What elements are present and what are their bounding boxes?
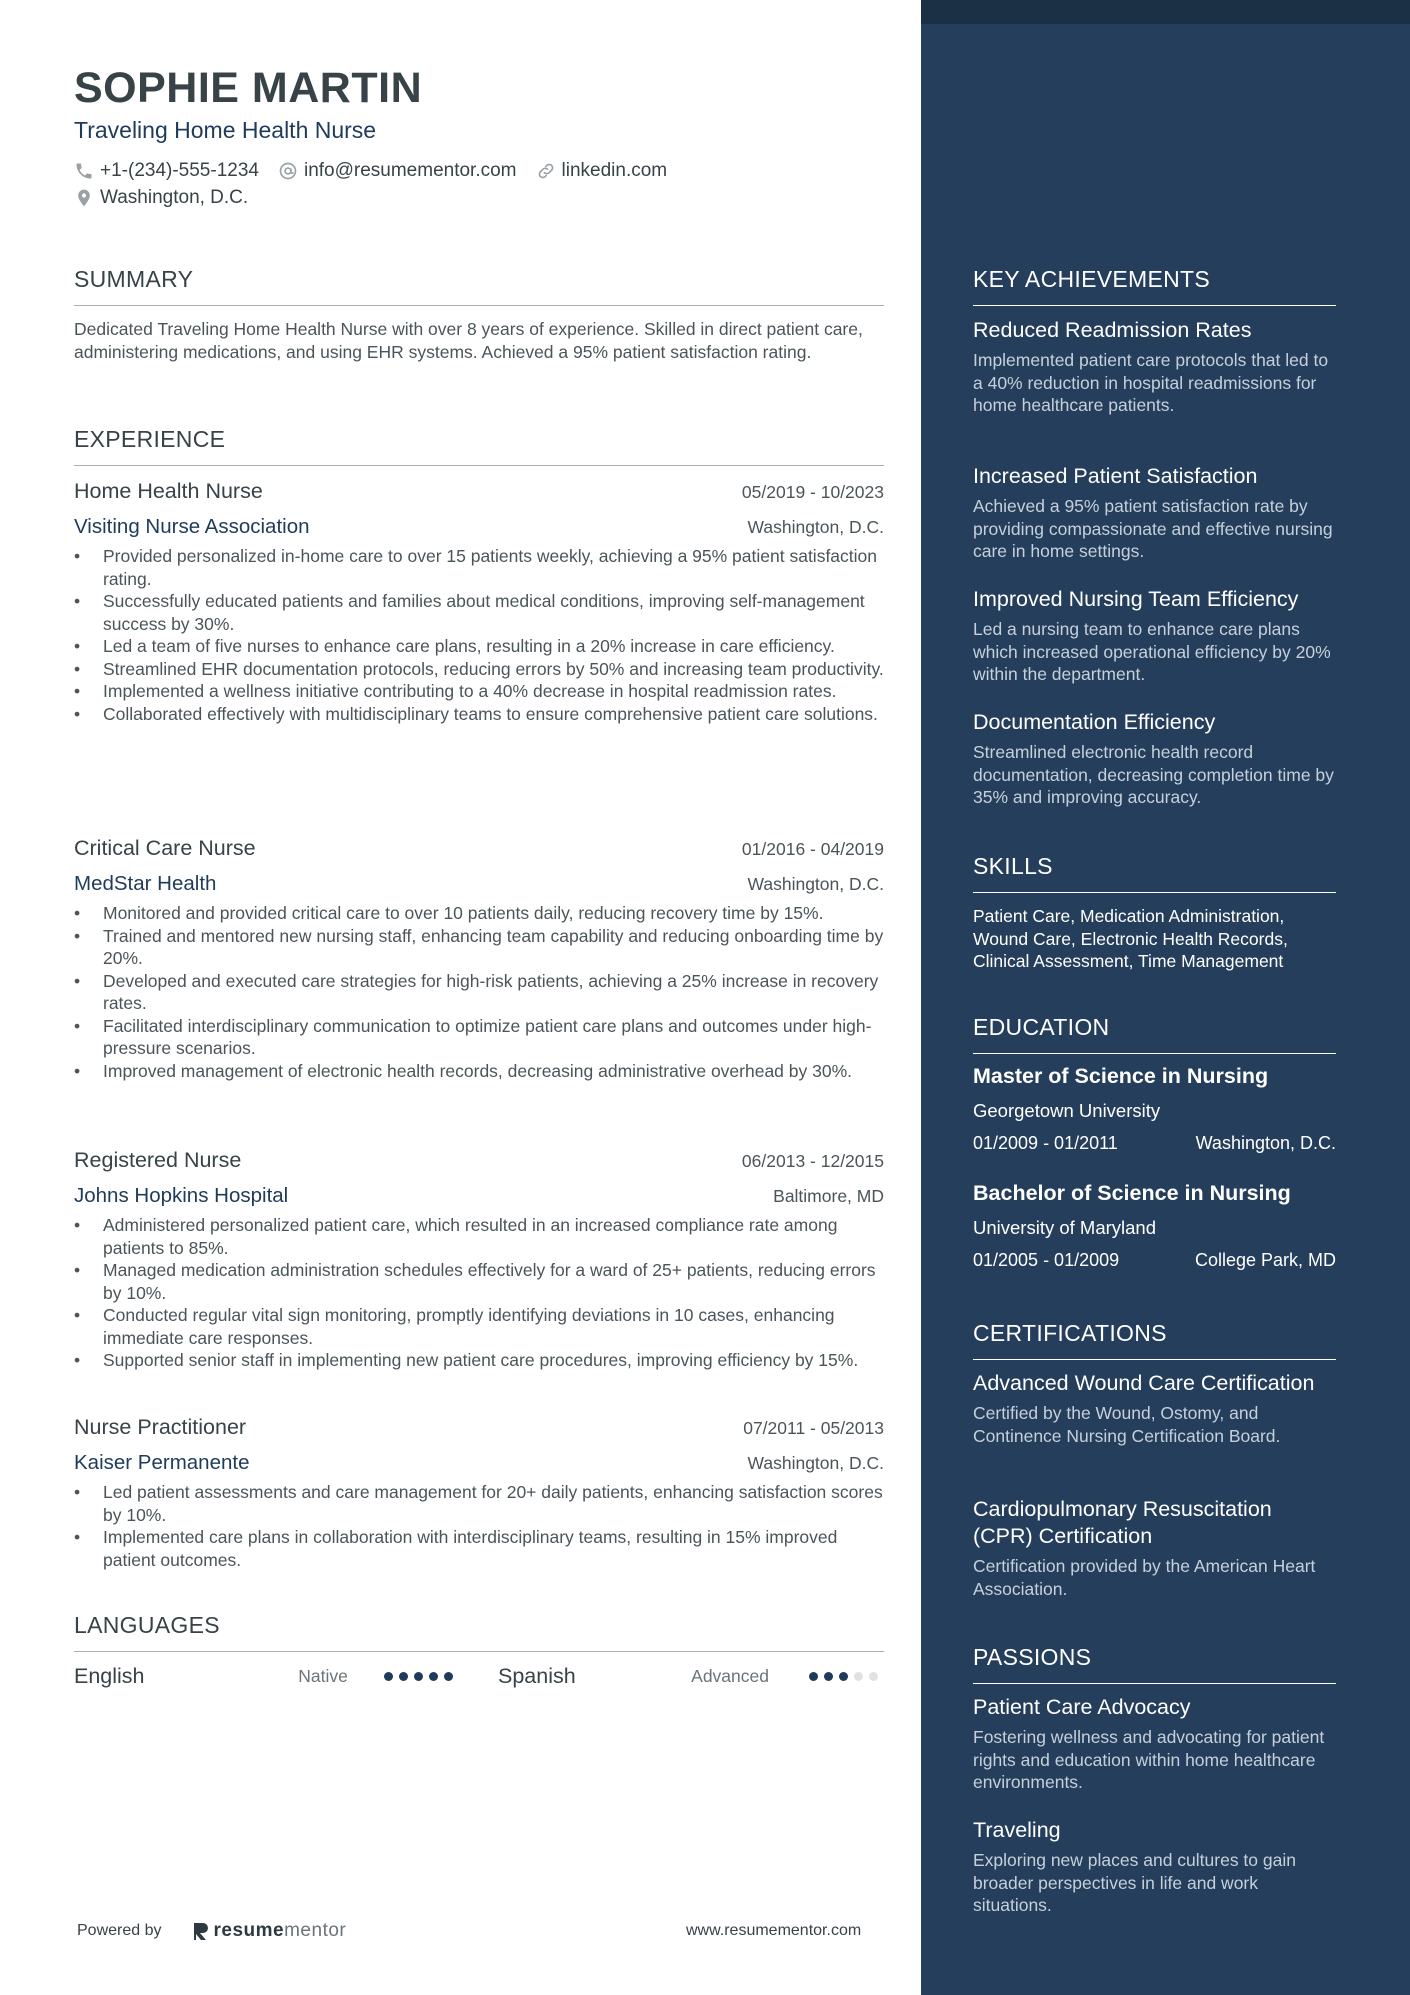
section-title-skills: SKILLS: [973, 853, 1336, 893]
footer-powered: [77, 1920, 346, 1942]
achievement-title: Improved Nursing Team Efficiency: [973, 587, 1299, 611]
rating-dot-filled: [824, 1672, 833, 1681]
language-rating: [384, 1672, 459, 1681]
link-icon: [536, 161, 556, 181]
job-dates: 05/2019 - 10/2023: [741, 482, 884, 502]
job-location: Baltimore, MD: [773, 1186, 884, 1206]
education-school: Georgetown University: [973, 1100, 1161, 1121]
rating-dot-filled: [839, 1672, 848, 1681]
section-title-summary: SUMMARY: [74, 266, 884, 306]
education-dates: 01/2009 - 01/2011: [973, 1133, 1118, 1153]
achievement-title: Documentation Efficiency: [973, 710, 1216, 734]
bullet-item: • Streamlined EHR documentation protocols, reducing errors by 50% and increasing team productivity.: [74, 658, 884, 681]
language-name: English: [74, 1664, 145, 1688]
job-title: Home Health Nurse: [74, 479, 263, 503]
contact-row: [74, 160, 686, 182]
job-company: MedStar Health: [74, 872, 217, 895]
job-title: Registered Nurse: [74, 1148, 242, 1172]
bullet-item: • Successfully educated patients and families about medical conditions, improving self-management success by 30%.: [74, 590, 884, 635]
bullet-item: • Collaborated effectively with multidisciplinary teams to ensure comprehensive patient care solutions.: [74, 703, 884, 726]
achievement-desc: Led a nursing team to enhance care plans which increased operational efficiency by 20% within the department.: [973, 619, 1331, 684]
location-pin-icon: [74, 188, 94, 208]
contact-linkedin[interactable]: [536, 160, 668, 182]
bullet-item: • Led a team of five nurses to enhance care plans, resulting in a 20% increase in care efficiency.: [74, 635, 884, 658]
certification-item: [973, 1496, 1336, 1600]
certification-desc: Certified by the Wound, Ostomy, and Continence Nursing Certification Board.: [973, 1403, 1281, 1446]
footer-website[interactable]: www.resumementor.com: [686, 1922, 862, 1939]
section-title-languages: LANGUAGES: [74, 1612, 884, 1652]
candidate-title: Traveling Home Health Nurse: [74, 117, 377, 143]
language-rating: [809, 1672, 884, 1681]
job-location: Washington, D.C.: [747, 874, 884, 894]
achievement-item: [973, 709, 1336, 809]
language-item: [498, 1664, 884, 1689]
education-item: [973, 1064, 1336, 1154]
passion-item: [973, 1694, 1336, 1794]
brand-light: mentor: [284, 1920, 347, 1941]
rating-dot-filled: [429, 1672, 438, 1681]
bullet-item: • Implemented a wellness initiative contributing to a 40% decrease in hospital readmission rates.: [74, 680, 884, 703]
job-dates: 01/2016 - 04/2019: [741, 839, 884, 859]
bullet-item: • Implemented care plans in collaboration with interdisciplinary teams, resulting in 15% improved patient outcomes.: [74, 1526, 884, 1571]
bullet-item: • Facilitated interdisciplinary communication to optimize patient care plans and outcomes under high-pressure scenarios.: [74, 1015, 884, 1060]
section-title-experience: EXPERIENCE: [74, 426, 884, 466]
job-dates: 06/2013 - 12/2015: [741, 1151, 884, 1171]
achievement-item: [973, 586, 1336, 686]
skills-section: [973, 853, 1336, 973]
passion-title: Patient Care Advocacy: [973, 1695, 1191, 1719]
bullet-item: • Improved management of electronic health records, decreasing administrative overhead by 30%.: [74, 1060, 884, 1083]
section-title-achievements: KEY ACHIEVEMENTS: [973, 266, 1336, 306]
skills-text: Patient Care, Medication Administration, Wound Care, Electronic Health Records, Clinical Assessment, Time Management: [973, 906, 1288, 971]
job-bullets: [74, 902, 884, 1082]
rating-dot-empty: [854, 1672, 863, 1681]
linkedin-text: linkedin.com: [561, 160, 668, 181]
achievement-item: [973, 317, 1336, 417]
job-entry: [74, 479, 884, 725]
job-company: Kaiser Permanente: [74, 1451, 250, 1474]
job-entry: [74, 1148, 884, 1372]
location-text: Washington, D.C.: [100, 187, 249, 208]
language-item: [74, 1664, 459, 1689]
certification-desc: Certification provided by the American Heart Association.: [973, 1556, 1316, 1599]
contact-email[interactable]: [278, 160, 517, 182]
bullet-item: • Developed and executed care strategies for high-risk patients, achieving a 25% increase in recovery rates.: [74, 970, 884, 1015]
education-item: [973, 1181, 1336, 1271]
achievement-title: Increased Patient Satisfaction: [973, 464, 1258, 488]
achievement-desc: Achieved a 95% patient satisfaction rate by providing compassionate and effective nursing care in home settings.: [973, 496, 1333, 561]
rating-dot-filled: [384, 1672, 393, 1681]
email-text: info@resumementor.com: [303, 160, 517, 181]
language-name: Spanish: [498, 1664, 576, 1688]
phone-icon: [74, 161, 94, 181]
bullet-item: • Conducted regular vital sign monitoring, promptly identifying deviations in 10 cases, enhancing immediate care responses.: [74, 1304, 884, 1349]
education-location: Washington, D.C.: [1195, 1133, 1336, 1153]
certification-title: Cardiopulmonary Resuscitation (CPR) Certification: [973, 1497, 1272, 1548]
rating-dot-filled: [444, 1672, 453, 1681]
passion-desc: Exploring new places and cultures to gain broader perspectives in life and work situations.: [973, 1850, 1296, 1915]
achievement-desc: Streamlined electronic health record documentation, decreasing completion time by 35% and improving accuracy.: [973, 742, 1334, 807]
sidebar-top-band: [921, 0, 1410, 24]
job-location: Washington, D.C.: [747, 517, 884, 537]
bullet-item: • Provided personalized in-home care to over 15 patients weekly, achieving a 95% patient satisfaction rating.: [74, 545, 884, 590]
job-company: Johns Hopkins Hospital: [74, 1184, 289, 1207]
phone-text: +1-(234)-555-1234: [100, 160, 259, 181]
education-dates: 01/2005 - 01/2009: [973, 1250, 1120, 1270]
bullet-item: • Trained and mentored new nursing staff, enhancing team capability and reducing onboarding time by 20%.: [74, 925, 884, 970]
certifications-section: [973, 1320, 1336, 1360]
education-location: College Park, MD: [1194, 1250, 1336, 1270]
passion-item: [973, 1817, 1336, 1917]
bullet-item: • Led patient assessments and care management for 20+ daily patients, enhancing satisfaction scores by 10%.: [74, 1481, 884, 1526]
job-bullets: [74, 1481, 884, 1571]
languages-section: [74, 1612, 884, 1652]
education-degree: Master of Science in Nursing: [973, 1064, 1269, 1088]
passion-desc: Fostering wellness and advocating for patient rights and education within home healthcare environments.: [973, 1727, 1325, 1792]
experience-section: [74, 426, 884, 466]
section-title-passions: PASSIONS: [973, 1644, 1336, 1684]
summary-text: Dedicated Traveling Home Health Nurse with over 8 years of experience. Skilled in direct patient care, administering medications, and using EHR systems. Achieved a 95% patient satisfaction rating.: [74, 319, 863, 362]
resumementor-logo-icon: [192, 1921, 210, 1941]
powered-by-text: Powered by: [77, 1922, 162, 1939]
section-title-education: EDUCATION: [973, 1014, 1336, 1054]
passions-section: [973, 1644, 1336, 1684]
education-section: [973, 1014, 1336, 1054]
bullet-item: • Administered personalized patient care, which resulted in an increased compliance rate among patients to 85%.: [74, 1214, 884, 1259]
job-entry: [74, 1415, 884, 1571]
bullet-item: • Managed medication administration schedules effectively for a ward of 25+ patients, reducing errors by 10%.: [74, 1259, 884, 1304]
rating-dot-filled: [399, 1672, 408, 1681]
achievements-section: [973, 266, 1336, 306]
candidate-name: SOPHIE MARTIN: [74, 64, 423, 112]
contact-location: [74, 187, 267, 209]
language-level: Advanced: [691, 1666, 769, 1686]
rating-dot-empty: [869, 1672, 878, 1681]
job-location: Washington, D.C.: [747, 1453, 884, 1473]
section-title-certifications: CERTIFICATIONS: [973, 1320, 1336, 1360]
bullet-item: • Supported senior staff in implementing new patient care procedures, improving efficiency by 15%.: [74, 1349, 884, 1372]
job-entry: [74, 836, 884, 1082]
rating-dot-filled: [414, 1672, 423, 1681]
certification-title: Advanced Wound Care Certification: [973, 1371, 1315, 1395]
job-company: Visiting Nurse Association: [74, 515, 310, 538]
achievement-desc: Implemented patient care protocols that led to a 40% reduction in hospital readmissions for home healthcare patients.: [973, 350, 1329, 415]
education-school: University of Maryland: [973, 1217, 1157, 1238]
job-bullets: [74, 545, 884, 725]
at-icon: [278, 161, 298, 181]
rating-dot-filled: [809, 1672, 818, 1681]
sidebar: [921, 0, 1410, 1995]
achievement-item: [973, 463, 1336, 563]
job-title: Critical Care Nurse: [74, 836, 256, 860]
passion-title: Traveling: [973, 1818, 1061, 1842]
brand-bold: resume: [213, 1920, 285, 1941]
summary-section: [74, 266, 884, 363]
achievement-title: Reduced Readmission Rates: [973, 318, 1252, 342]
contact-phone: [74, 160, 259, 182]
brand-logo[interactable]: [192, 1920, 347, 1942]
certification-item: [973, 1370, 1336, 1447]
job-bullets: [74, 1214, 884, 1372]
job-title: Nurse Practitioner: [74, 1415, 247, 1439]
bullet-item: • Monitored and provided critical care to over 10 patients daily, reducing recovery time by 15%.: [74, 902, 884, 925]
education-degree: Bachelor of Science in Nursing: [973, 1181, 1291, 1205]
job-dates: 07/2011 - 05/2013: [743, 1418, 884, 1438]
language-level: Native: [298, 1666, 348, 1686]
